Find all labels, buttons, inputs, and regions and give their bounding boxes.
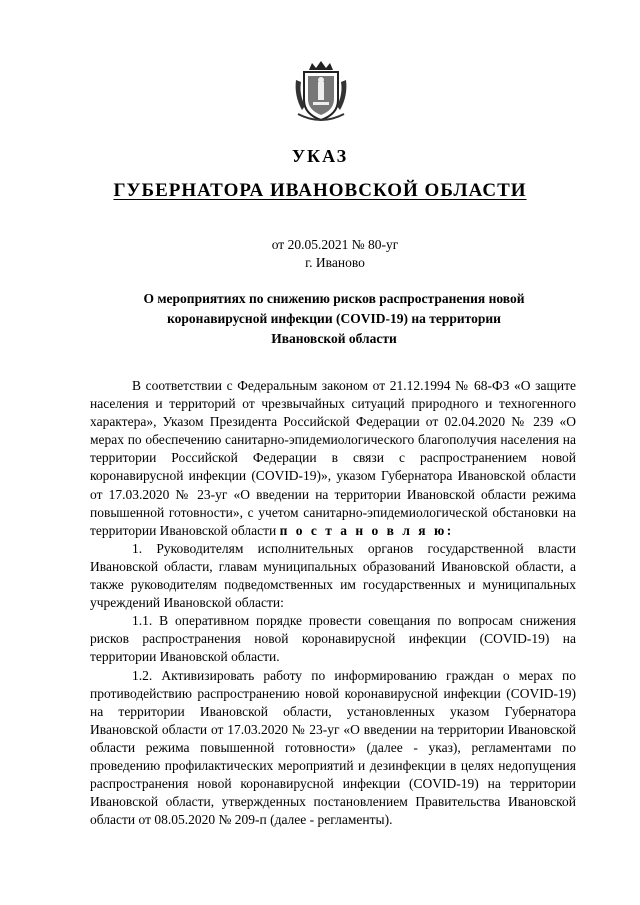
- decree-body: [90, 377, 576, 829]
- document-type-title: УКАЗ: [291, 146, 349, 166]
- decree-heading: [100, 289, 568, 349]
- decree-city: г. Иваново: [305, 255, 365, 270]
- preamble-paragraph: [90, 377, 576, 540]
- item-1-1-paragraph: 1.1. В оперативном порядке провести совещания по вопросам снижения рисков распространения новой коронавирусной инфекции (COVID-19) на территории Ивановской области.: [90, 613, 576, 665]
- heading-line: Ивановской области: [271, 331, 397, 346]
- decree-word: п о с т а н о в л я ю:: [279, 522, 454, 538]
- issuer-title: ГУБЕРНАТОРА ИВАНОВСКОЙ ОБЛАСТИ: [113, 180, 527, 201]
- item-1-paragraph: 1. Руководителям исполнительных органов государственной власти Ивановской области, главам муниципальных образований Ивановской области, а также руководителям подведомственных им государственных и муниципальных учреждений Ивановской области:: [90, 540, 576, 611]
- coat-of-arms-emblem: [292, 60, 350, 124]
- decree-date-number: от 20.05.2021 № 80-уг: [271, 237, 399, 252]
- heading-line: коронавирусной инфекции (COVID-19) на территории: [167, 311, 501, 326]
- item-1-2-paragraph: 1.2. Активизировать работу по информированию граждан о мерах по противодействию распространению новой коронавирусной инфекции (COVID-19) на территории Ивановской области, установленных указом Губернатора Ивановской области от 17.03.2020 № 23-уг «О введении на территории Ивановской области режима повышенной готовности» (далее - указ), регламентами по проведению профилактических мероприятий и дезинфекции в целях недопущения распространения новой коронавирусной инфекции (COVID-19) на территории Ивановской области, утвержденных постановлением Правительства Ивановской области от 08.05.2020 № 209-п (далее - регламенты).: [90, 667, 576, 828]
- date-and-place: [0, 236, 640, 272]
- heading-line: О мероприятиях по снижению рисков распространения новой: [143, 291, 525, 306]
- preamble-text: В соответствии с Федеральным законом от 21.12.1994 № 68-ФЗ «О защите населения и территорий от чрезвычайных ситуаций природного и техногенного характера», Указом Президента Российской Федерации от 02.04.2020 № 239 «О мерах по обеспечению санитарно-эпидемиологического благополучия населения на территории Российской Федерации в связи с распространением новой коронавирусной инфекции (COVID-19)», указом Губернатора Ивановской области от 17.03.2020 № 23-уг «О введении на территории Ивановской области режима повышенной готовности», с учетом санитарно-эпидемиологической обстановки на территории Ивановской области: [90, 378, 576, 538]
